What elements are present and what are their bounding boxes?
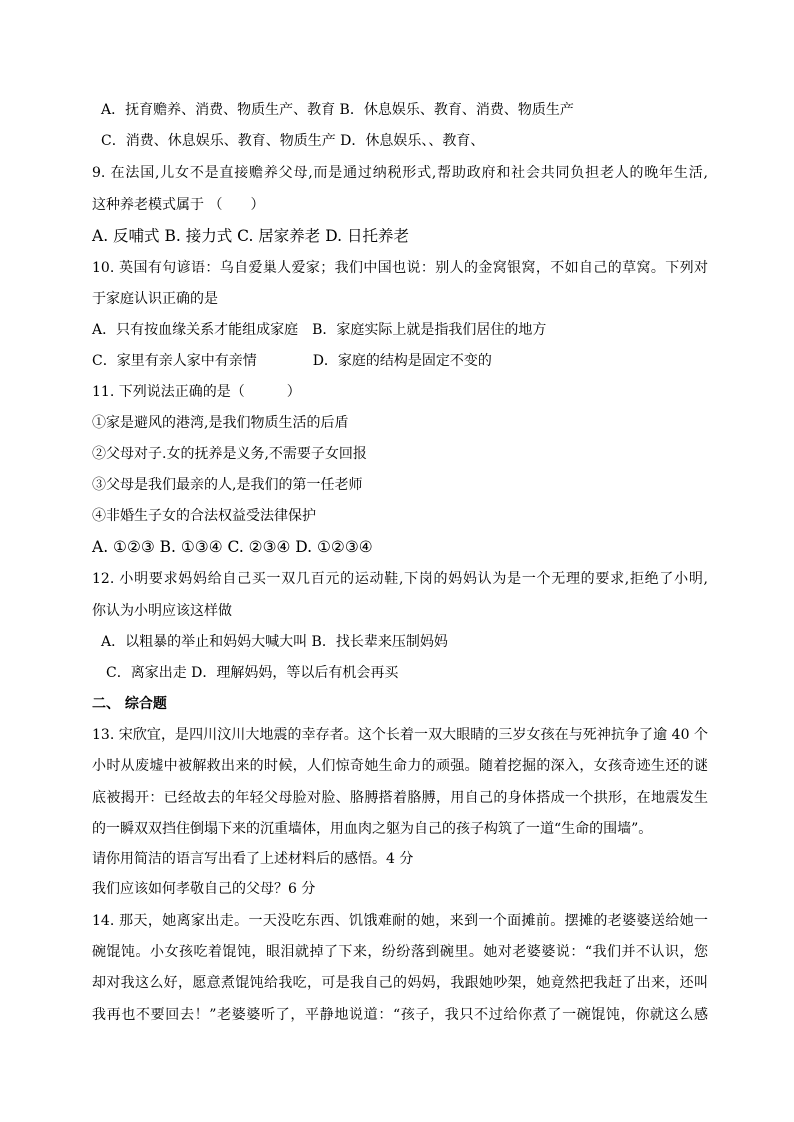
q10-options-cd: C．家里有亲人家中有亲情 D．家庭的结构是固定不变的 (92, 353, 492, 369)
q9-stem-line2: 这种养老模式属于 （ ） (92, 197, 265, 213)
q13-subquestion-1: 请你用简洁的语言写出看了上述材料后的感悟。4 分 (92, 851, 414, 867)
q10-options-ab: A．只有按血缘关系才能组成家庭 B．家庭实际上就是指我们居住的地方 (92, 322, 547, 338)
q13-passage-line1: 13. 宋欣宜，是四川汶川大地震的幸存者。这个长着一双大眼睛的三岁女孩在与死神抗争了逾 40 个 (92, 727, 708, 743)
q11-item-4: ④非婚生子女的合法权益受法律保护 (92, 508, 316, 524)
q11-item-1: ①家是避风的港湾,是我们物质生活的后盾 (92, 415, 349, 431)
section-heading-comprehensive: 二、 综合题 (92, 696, 167, 712)
q14-passage-line1: 14. 那天，她离家出走。一天没吃东西、饥饿难耐的她，来到一个面摊前。摆摊的老婆婆送给她一 (92, 913, 708, 929)
q8-options-ab: A．抚育赡养、消费、物质生产、教育 B．休息娱乐、教育、消费、物质生产 (101, 102, 574, 118)
q10-stem-line1: 10. 英国有句谚语：乌自爱巢人爱家；我们中国也说：别人的金窝银窝，不如自己的草窝。下列对 (92, 260, 708, 276)
q14-passage-line3: 却对我这么好，愿意煮馄饨给我吃，可是我自己的妈妈，我跟她吵架，她竟然把我赶了出来，还叫 (92, 975, 708, 991)
q12-options-cd: C．离家出走 D．理解妈妈，等以后有机会再买 (106, 665, 399, 681)
q11-options: A. ①②③ B. ①③④ C. ②③④ D. ①②③④ (92, 538, 373, 556)
q12-stem-line1: 12. 小明要求妈妈给自己买一双几百元的运动鞋,下岗的妈妈认为是一个无理的要求,拒绝了小明, (92, 571, 708, 587)
q12-options-ab: A．以粗暴的举止和妈妈大喊大叫 B．找长辈来压制妈妈 (101, 634, 448, 650)
q9-options: A. 反哺式 B. 接力式 C. 居家养老 D. 日托养老 (92, 227, 409, 245)
q12-stem-line2: 你认为小明应该这样做 (92, 603, 232, 619)
q13-passage-line4: 的一瞬双双挡住倒塌下来的沉重墙体，用血肉之躯为自己的孩子构筑了一道“生命的围墙”。 (92, 821, 653, 837)
q11-stem: 11. 下列说法正确的是（ ） (92, 384, 301, 400)
q11-item-2: ②父母对子.女的抚养是义务,不需要子女回报 (92, 446, 367, 462)
q13-passage-line2: 小时从废墟中被解救出来的时候，人们惊奇她生命力的顽强。随着挖掘的深入，女孩奇迹生还的谜 (92, 758, 708, 774)
q8-options-cd: C．消费、休息娱乐、教育、物质生产 D．休息娱乐、、教育、 (101, 133, 485, 149)
q13-passage-line3: 底被揭开：已经故去的年轻父母脸对脸、胳膊搭着胳膊，用自己的身体搭成一个拱形，在地震发生 (92, 790, 708, 806)
q14-passage-line4: 我再也不要回去！”老婆婆听了，平静地说道：“孩子，我只不过给你煮了一碗馄饨，你就这么感 (92, 1007, 708, 1023)
q9-stem-line1: 9. 在法国,儿女不是直接赡养父母,而是通过纳税形式,帮助政府和社会共同负担老人的晚年生活, (92, 165, 708, 181)
q13-subquestion-2: 我们应该如何孝敬自己的父母？6 分 (92, 881, 316, 897)
q14-passage-line2: 碗馄饨。小女孩吃着馄饨，眼泪就掉了下来，纷纷落到碗里。她对老婆婆说：“我们并不认识，您 (92, 944, 708, 960)
q11-item-3: ③父母是我们最亲的人,是我们的第一任老师 (92, 477, 363, 493)
q10-stem-line2: 于家庭认识正确的是 (92, 291, 218, 307)
